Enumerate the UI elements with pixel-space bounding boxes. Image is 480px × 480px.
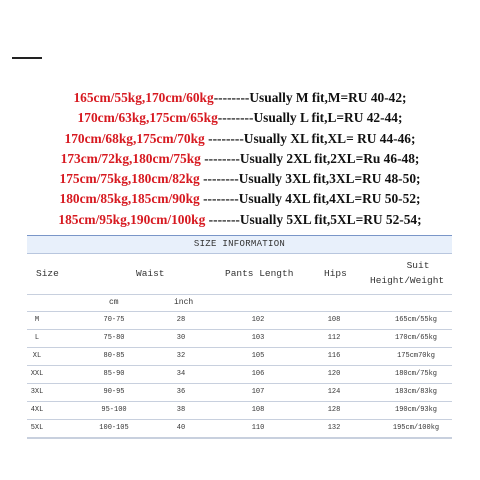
fit-line-5xl — [0, 210, 480, 230]
cell-size: XL — [32, 352, 42, 360]
table-subheader-row — [27, 295, 452, 312]
cell-hips: 128 — [327, 406, 341, 414]
fit-line-3xl — [0, 169, 480, 189]
fit-text: --------Usually M fit,M=RU 40-42; — [213, 90, 407, 105]
table-bottom-border — [27, 438, 452, 441]
cell-waist-inch: 40 — [176, 424, 186, 432]
table-title: SIZE INFORMATION — [27, 235, 452, 254]
table-row — [27, 330, 452, 348]
fit-measure: 170cm/68kg,175cm/70kg — [64, 130, 205, 146]
cell-height-weight: 165cm/55kg — [394, 316, 438, 324]
cell-waist-cm: 75-80 — [103, 334, 125, 342]
fit-measure: 175cm/75kg,180cm/82kg — [59, 171, 200, 187]
fit-text: --------Usually XL fit,XL= RU 44-46; — [204, 130, 416, 146]
fit-measure: 165cm/55kg,170cm/60kg — [73, 90, 214, 105]
cell-size: 3XL — [30, 388, 44, 396]
cell-size: M — [34, 316, 40, 324]
table-row — [27, 312, 452, 330]
cell-size: 5XL — [30, 424, 44, 432]
cell-waist-cm: 85-90 — [103, 370, 125, 378]
cell-pants-length: 103 — [251, 334, 265, 342]
table-row — [27, 366, 452, 384]
cell-height-weight: 180cm/75kg — [394, 370, 438, 378]
cell-hips: 108 — [327, 316, 341, 324]
fit-line-m — [0, 88, 480, 108]
header-height-weight: Height/Weight — [370, 275, 445, 286]
subheader-cm: cm — [109, 298, 119, 307]
cell-height-weight: 195cm/100kg — [392, 424, 440, 432]
cell-height-weight: 175cm70kg — [397, 352, 435, 360]
cell-pants-length: 102 — [251, 316, 265, 324]
cell-hips: 116 — [327, 352, 341, 360]
cell-hips: 120 — [327, 370, 341, 378]
fit-measure: 185cm/95kg,190cm/100kg — [58, 211, 206, 227]
cell-waist-cm: 95-100 — [101, 406, 127, 414]
cell-pants-length: 107 — [251, 388, 265, 396]
fit-text: --------Usually 4XL fit,4XL=RU 50-52; — [199, 191, 421, 207]
cell-pants-length: 106 — [251, 370, 265, 378]
header-hips: Hips — [324, 268, 347, 279]
table-row — [27, 420, 452, 438]
cell-size: L — [34, 334, 40, 342]
cell-height-weight: 183cm/83kg — [394, 388, 438, 396]
cell-waist-inch: 38 — [176, 406, 186, 414]
header-suit: Suit — [406, 260, 430, 271]
cell-height-weight: 190cm/93kg — [394, 406, 438, 414]
header-pants-length: Pants Length — [225, 268, 294, 279]
cell-height-weight: 170cm/65kg — [394, 334, 438, 342]
cell-pants-length: 108 — [251, 406, 265, 414]
subheader-inch: inch — [174, 298, 194, 307]
size-information-table — [27, 235, 452, 441]
cell-waist-cm: 80-85 — [103, 352, 125, 360]
cell-waist-inch: 28 — [176, 316, 186, 324]
table-row — [27, 348, 452, 366]
cell-waist-cm: 100-105 — [99, 424, 129, 432]
cell-hips: 124 — [327, 388, 341, 396]
cell-pants-length: 105 — [251, 352, 265, 360]
fit-measure: 170cm/63kg,175cm/65kg — [77, 110, 218, 126]
fit-line-l — [0, 108, 480, 128]
cell-hips: 112 — [327, 334, 341, 342]
cell-waist-inch: 32 — [176, 352, 186, 360]
cell-waist-cm: 70-75 — [103, 316, 125, 324]
top-divider — [12, 57, 42, 59]
cell-size: 4XL — [30, 406, 44, 414]
cell-waist-cm: 90-95 — [103, 388, 125, 396]
cell-pants-length: 110 — [251, 424, 265, 432]
header-waist: Waist — [136, 268, 165, 279]
cell-size: XXL — [30, 370, 44, 378]
fit-text: --------Usually L fit,L=RU 42-44; — [217, 110, 403, 126]
cell-waist-inch: 36 — [176, 388, 186, 396]
cell-waist-inch: 30 — [176, 334, 186, 342]
header-size: Size — [36, 268, 59, 279]
fit-text: --------Usually 2XL fit,2XL=Ru 46-48; — [200, 150, 420, 166]
fit-measure: 180cm/85kg,185cm/90kg — [59, 191, 200, 207]
cell-hips: 132 — [327, 424, 341, 432]
fit-measure: 173cm/72kg,180cm/75kg — [60, 150, 201, 166]
size-fit-guide — [0, 88, 480, 230]
table-row — [27, 402, 452, 420]
fit-line-4xl — [0, 189, 480, 209]
fit-line-2xl — [0, 149, 480, 169]
fit-text: --------Usually 3XL fit,3XL=RU 48-50; — [199, 171, 421, 187]
fit-line-xl — [0, 129, 480, 149]
cell-waist-inch: 34 — [176, 370, 186, 378]
table-body — [27, 312, 452, 438]
table-row — [27, 384, 452, 402]
table-header-row — [27, 254, 452, 295]
fit-text: -------Usually 5XL fit,5XL=RU 52-54; — [205, 211, 422, 227]
